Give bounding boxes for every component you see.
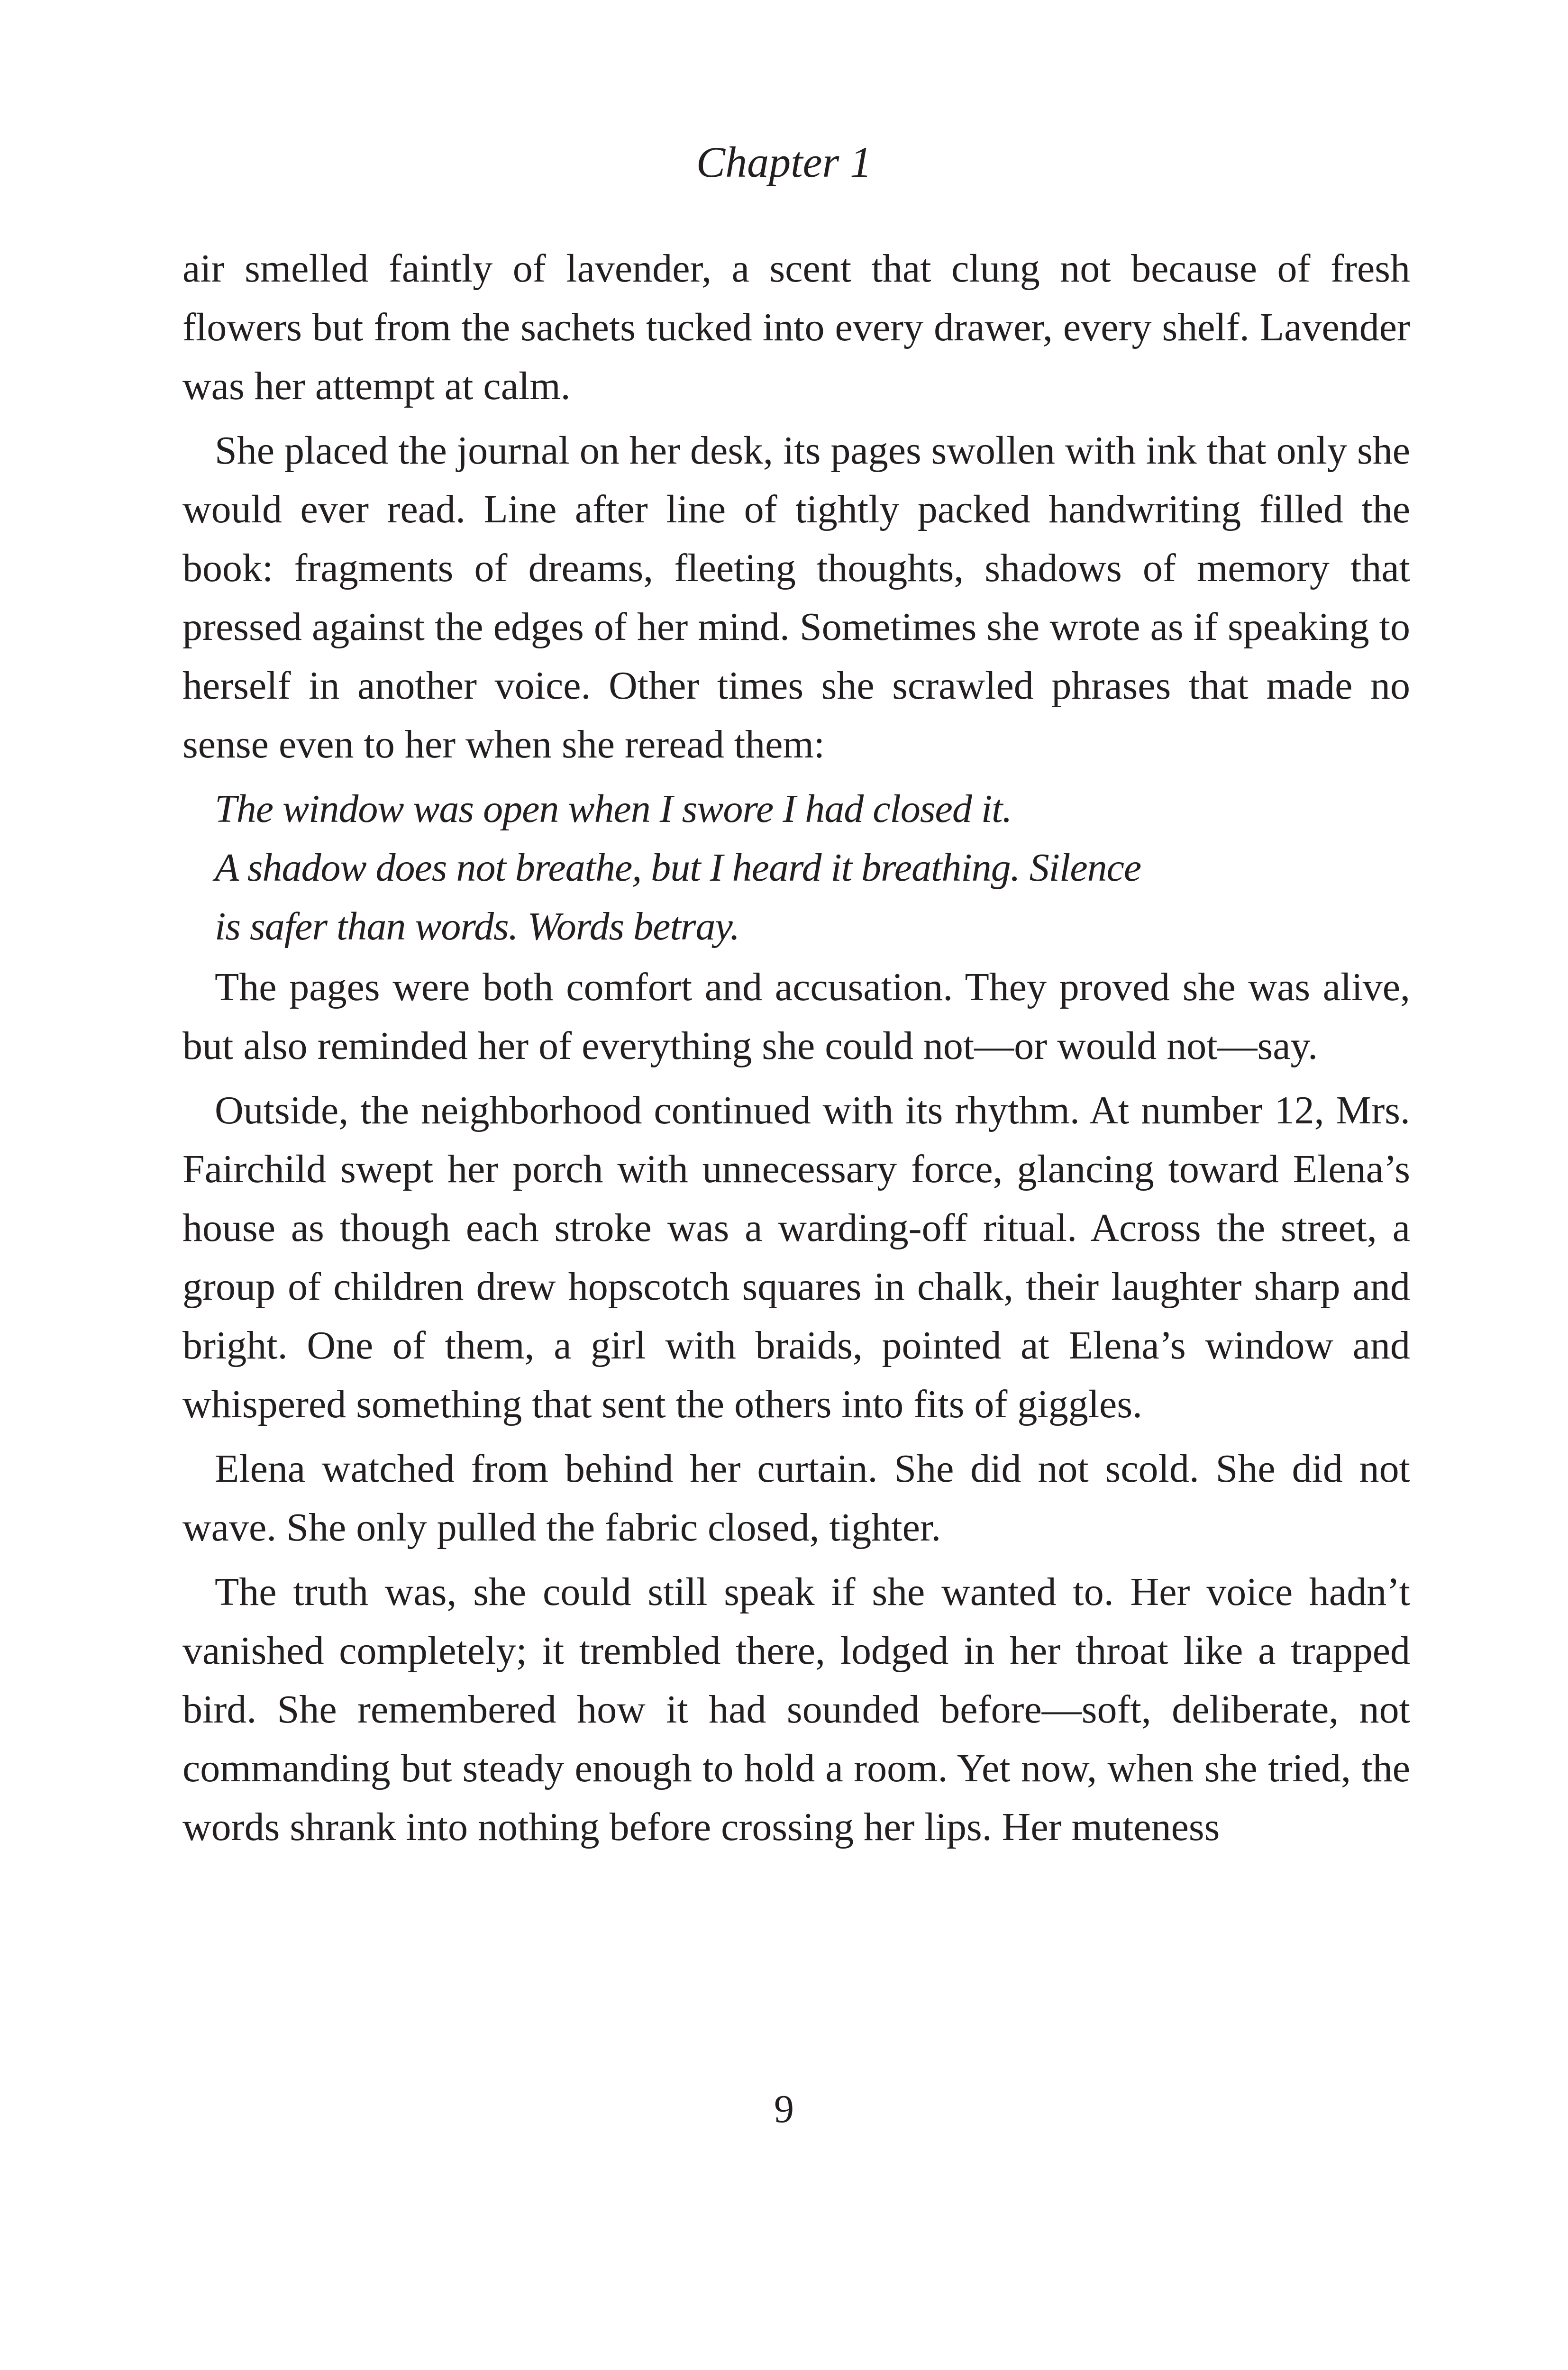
paragraph-lavender: air smelled faintly of lavender, a scent that clung not because of fresh flowers but from the sachets tucked into every drawer, every shelf. Lavender was her attempt at calm. [182,246,1410,408]
journal-line: The window was open when I swore I had closed it. [215,787,1012,831]
paragraph-voice: The truth was, she could still speak if she wanted to. Her voice hadn’t vanished completely; it trembled there, lodged in her throat like a trapped bird. She remembered how it had sounded before—soft, deliberate, not commanding but steady enough to hold a room. Yet now, when she tried, the words shrank into nothing before crossing her lips. Her muteness [182,1570,1410,1849]
paragraph-journal: She placed the journal on her desk, its pages swollen with ink that only she would ever read. Line after line of tightly packed handwriting filled the book: fragments of dreams, fleeting thoughts, shadows of memory that pressed against the edges of her mind. Sometimes she wrote as if speaking to herself in another voice. Other times she scrawled phrases that made no sense even to her when she reread them: [182,428,1410,766]
journal-line: A shadow does not breathe, but I heard it breathing. Silence [215,846,1141,890]
running-head: Chapter 1 [696,138,872,186]
journal-line: is safer than words. Words betray. [215,904,740,948]
paragraph-comfort: The pages were both comfort and accusation. They proved she was alive, but also reminded her of everything she could not—or would not—say. [182,965,1410,1068]
page-number: 9 [774,2087,794,2131]
journal-excerpt [215,780,1410,956]
paragraph-curtain: Elena watched from behind her curtain. She did not scold. She did not wave. She only pulled the fabric closed, tighter. [182,1447,1410,1550]
body-text [182,239,1410,1862]
paragraph-neighborhood: Outside, the neighborhood continued with its rhythm. At number 12, Mrs. Fairchild swept her porch with unnecessary force, glancing toward Elena’s house as though each stroke was a warding-off ritual. Across the street, a group of children drew hopscotch squares in chalk, their laughter sharp and bright. One of them, a girl with braids, pointed at Elena’s window and whispered something that sent the others into fits of giggles. [182,1088,1410,1426]
